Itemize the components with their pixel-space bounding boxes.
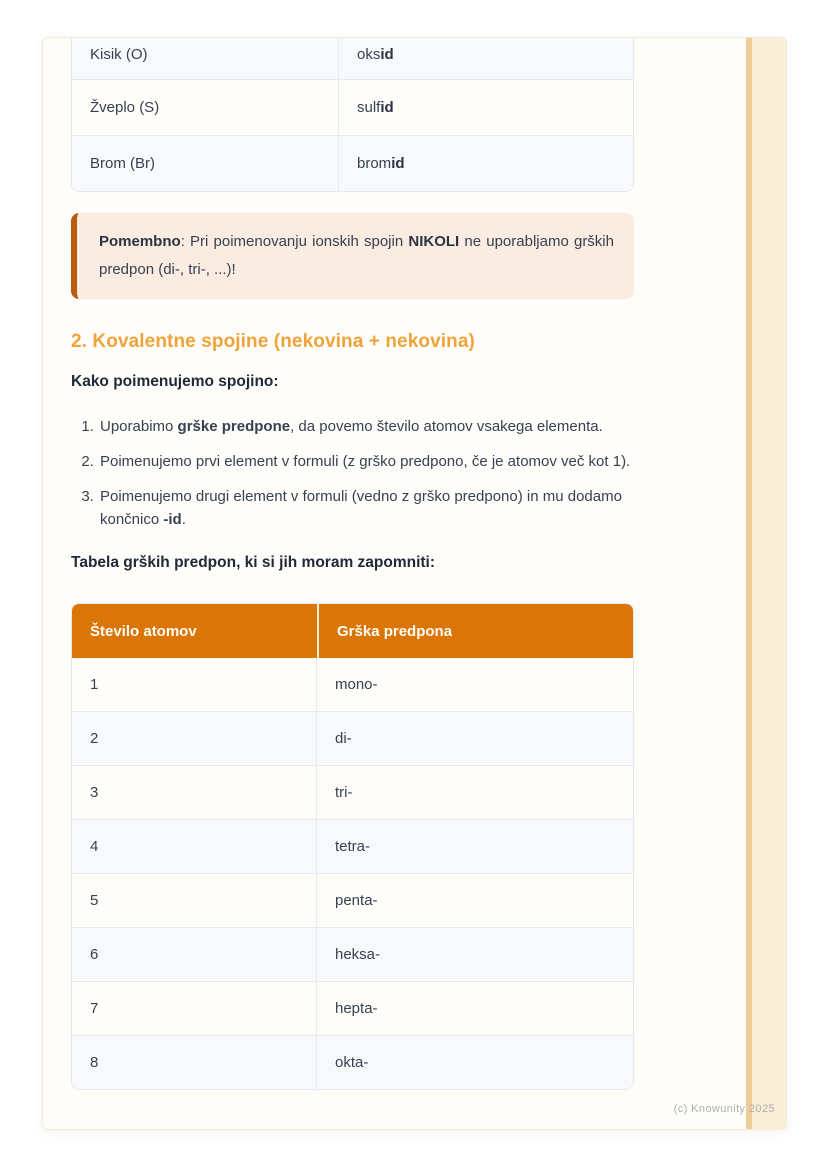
atom-count-cell: 1	[72, 658, 317, 712]
atom-count-cell: 5	[72, 874, 317, 928]
ion-suffix-table	[71, 38, 634, 192]
important-callout	[71, 213, 634, 299]
step-text: .	[181, 511, 186, 529]
table-row	[72, 38, 633, 80]
table-row	[72, 1036, 633, 1089]
step-text: , da povemo število atomov vsakega elementa.	[290, 417, 603, 435]
section-heading: 2. Kovalentne spojine (nekovina + nekovina)	[71, 330, 475, 352]
table-row	[72, 928, 633, 982]
table-row	[72, 982, 633, 1036]
step-text: Uporabimo	[100, 417, 178, 435]
ion-name-stem: sulf	[357, 99, 381, 116]
table-row	[72, 136, 633, 191]
callout-label: Pomembno	[99, 233, 181, 250]
prefix-cell: mono-	[317, 658, 633, 712]
callout-text: : Pri poimenovanju ionskih spojin	[180, 233, 409, 250]
prefix-cell: tri-	[317, 766, 633, 820]
callout-text-end: ne uporabljamo grških predpon (di-, tri-, ...)!	[99, 233, 614, 278]
atom-count-cell: 7	[72, 982, 317, 1036]
greek-prefix-table	[71, 603, 634, 1090]
table-header-row	[72, 604, 633, 658]
ion-name-cell	[339, 136, 633, 191]
ion-name-suffix: id	[391, 155, 405, 172]
ion-name-suffix: id	[380, 99, 394, 116]
table-row	[72, 820, 633, 874]
prefix-cell: di-	[317, 712, 633, 766]
atom-count-cell: 2	[72, 712, 317, 766]
prefix-cell: okta-	[335, 1053, 369, 1071]
table-row	[72, 712, 633, 766]
list-item	[98, 485, 634, 532]
document-content	[71, 38, 634, 1090]
ion-name-suffix: id	[380, 46, 394, 63]
atom-count-cell: 8	[72, 1036, 317, 1089]
atom-count-cell: 6	[72, 928, 317, 982]
element-cell: Brom (Br)	[72, 136, 339, 191]
atom-count-cell: 4	[72, 820, 317, 874]
naming-steps-list	[71, 415, 634, 532]
element-cell: Žveplo (S)	[72, 80, 339, 136]
document-page	[42, 37, 787, 1130]
element-cell: Kisik (O)	[72, 38, 339, 80]
prefix-table-label: Tabela grških predpon, ki si jih moram zapomniti:	[71, 553, 436, 571]
ion-name-cell	[339, 80, 633, 136]
table-row	[72, 874, 633, 928]
ion-name-cell	[339, 38, 633, 80]
table-row	[72, 658, 633, 712]
copyright-watermark: (c) Knowunity 2025	[673, 1103, 775, 1115]
notebook-margin-strip	[752, 38, 786, 1129]
step-bold-text: grške predpone	[177, 417, 291, 435]
callout-bold-word: NIKOLI	[408, 233, 460, 250]
subheading: Kako poimenujemo spojino:	[71, 372, 279, 390]
step-text: Poimenujemo prvi element v formuli (z grško predpono, če je atomov več kot 1).	[100, 452, 631, 470]
column-header-greek-prefix: Grška predpona	[317, 604, 633, 658]
step-text: Poimenujemo drugi element v formuli (vedno z grško predpono) in mu dodamo končnico	[100, 488, 622, 529]
table-row	[72, 766, 633, 820]
list-item	[98, 450, 634, 473]
column-header-atom-count: Število atomov	[72, 604, 317, 658]
prefix-cell: penta-	[317, 874, 633, 928]
ion-name-stem: oks	[357, 46, 381, 63]
step-bold-text: -id	[163, 511, 182, 529]
ion-name-stem: brom	[357, 155, 392, 172]
prefix-cell: heksa-	[317, 928, 633, 982]
table-row	[72, 80, 633, 136]
list-item	[98, 415, 634, 438]
atom-count-cell: 3	[72, 766, 317, 820]
prefix-cell: tetra-	[317, 820, 633, 874]
prefix-cell: hepta-	[317, 982, 633, 1036]
